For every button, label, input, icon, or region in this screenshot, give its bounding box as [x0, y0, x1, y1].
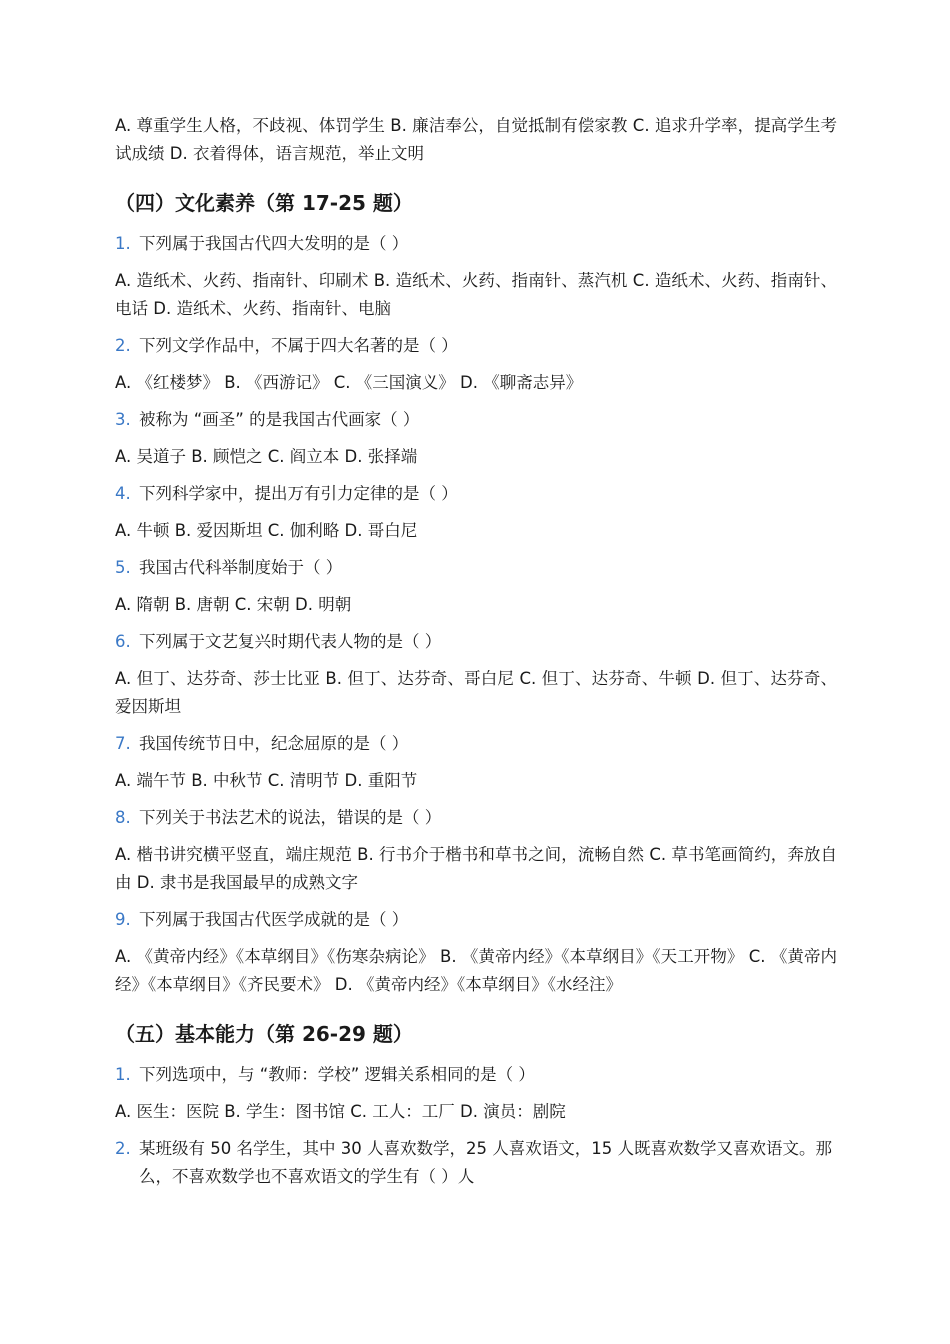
question-options: A. 隋朝 B. 唐朝 C. 宋朝 D. 明朝 [115, 595, 352, 614]
question-text: 我国古代科举制度始于（ ） [139, 558, 343, 577]
question-options: A. 但丁、达芬奇、莎士比亚 B. 但丁、达芬奇、哥白尼 C. 但丁、达芬奇、牛顿 D. 但丁、达芬奇、爱因斯坦 [115, 669, 837, 716]
question-options: A. 《黄帝内经》《本草纲目》《伤寒杂病论》 B. 《黄帝内经》《本草纲目》《天工开物》 C. 《黄帝内经》《本草纲目》《齐民要术》 D. 《黄帝内经》《本草纲目》《水经注》 [115, 947, 837, 994]
question-number: 6. [115, 632, 131, 651]
question [115, 628, 837, 656]
question-number: 2. [115, 336, 131, 355]
question-number: 2. [115, 1139, 131, 1158]
question-number: 9. [115, 910, 131, 929]
question [115, 480, 837, 508]
question-text: 我国传统节日中，纪念屈原的是（ ） [139, 734, 409, 753]
question [115, 804, 837, 832]
question [115, 230, 837, 258]
question-text: 下列属于文艺复兴时期代表人物的是（ ） [139, 632, 442, 651]
section-4-title: （四）文化素养（第 17-25 题） [115, 191, 413, 215]
question-text: 下列科学家中，提出万有引力定律的是（ ） [139, 484, 458, 503]
question-text: 下列关于书法艺术的说法，错误的是（ ） [139, 808, 442, 827]
question-options: A. 牛顿 B. 爱因斯坦 C. 伽利略 D. 哥白尼 [115, 521, 418, 540]
question [115, 1135, 837, 1191]
document-page [115, 112, 837, 1200]
question-options: A. 造纸术、火药、指南针、印刷术 B. 造纸术、火药、指南针、蒸汽机 C. 造纸术、火药、指南针、电话 D. 造纸术、火药、指南针、电脑 [115, 271, 837, 318]
question-options: A. 医生：医院 B. 学生：图书馆 C. 工人：工厂 D. 演员：剧院 [115, 1102, 566, 1121]
question-text: 下列属于我国古代医学成就的是（ ） [139, 910, 409, 929]
question-options: A. 《红楼梦》 B. 《西游记》 C. 《三国演义》 D. 《聊斋志异》 [115, 373, 583, 392]
question-options: A. 楷书讲究横平竖直，端庄规范 B. 行书介于楷书和草书之间，流畅自然 C. 草书笔画简约，奔放自由 D. 隶书是我国最早的成熟文字 [115, 845, 837, 892]
question-text: 被称为 “画圣” 的是我国古代画家（ ） [139, 410, 420, 429]
question-number: 1. [115, 1065, 131, 1084]
question-number: 1. [115, 234, 131, 253]
question-number: 7. [115, 734, 131, 753]
question-number: 8. [115, 808, 131, 827]
section-5-title: （五）基本能力（第 26-29 题） [115, 1022, 413, 1046]
question-text: 某班级有 50 名学生，其中 30 人喜欢数学，25 人喜欢语文，15 人既喜欢数学又喜欢语文。那么，不喜欢数学也不喜欢语文的学生有（ ）人 [139, 1139, 832, 1186]
question-number: 4. [115, 484, 131, 503]
question [115, 1061, 837, 1089]
question [115, 906, 837, 934]
question-text: 下列选项中，与 “教师：学校” 逻辑关系相同的是（ ） [139, 1065, 535, 1084]
question-number: 5. [115, 558, 131, 577]
question-text: 下列属于我国古代四大发明的是（ ） [139, 234, 409, 253]
question [115, 730, 837, 758]
question [115, 332, 837, 360]
question-options: A. 端午节 B. 中秋节 C. 清明节 D. 重阳节 [115, 771, 418, 790]
question-text: 下列文学作品中，不属于四大名著的是（ ） [139, 336, 458, 355]
question [115, 406, 837, 434]
question-options: A. 吴道子 B. 顾恺之 C. 阎立本 D. 张择端 [115, 447, 418, 466]
question [115, 554, 837, 582]
question-number: 3. [115, 410, 131, 429]
intro-options: A. 尊重学生人格，不歧视、体罚学生 B. 廉洁奉公，自觉抵制有偿家教 C. 追求升学率，提高学生考试成绩 D. 衣着得体，语言规范，举止文明 [115, 116, 838, 163]
